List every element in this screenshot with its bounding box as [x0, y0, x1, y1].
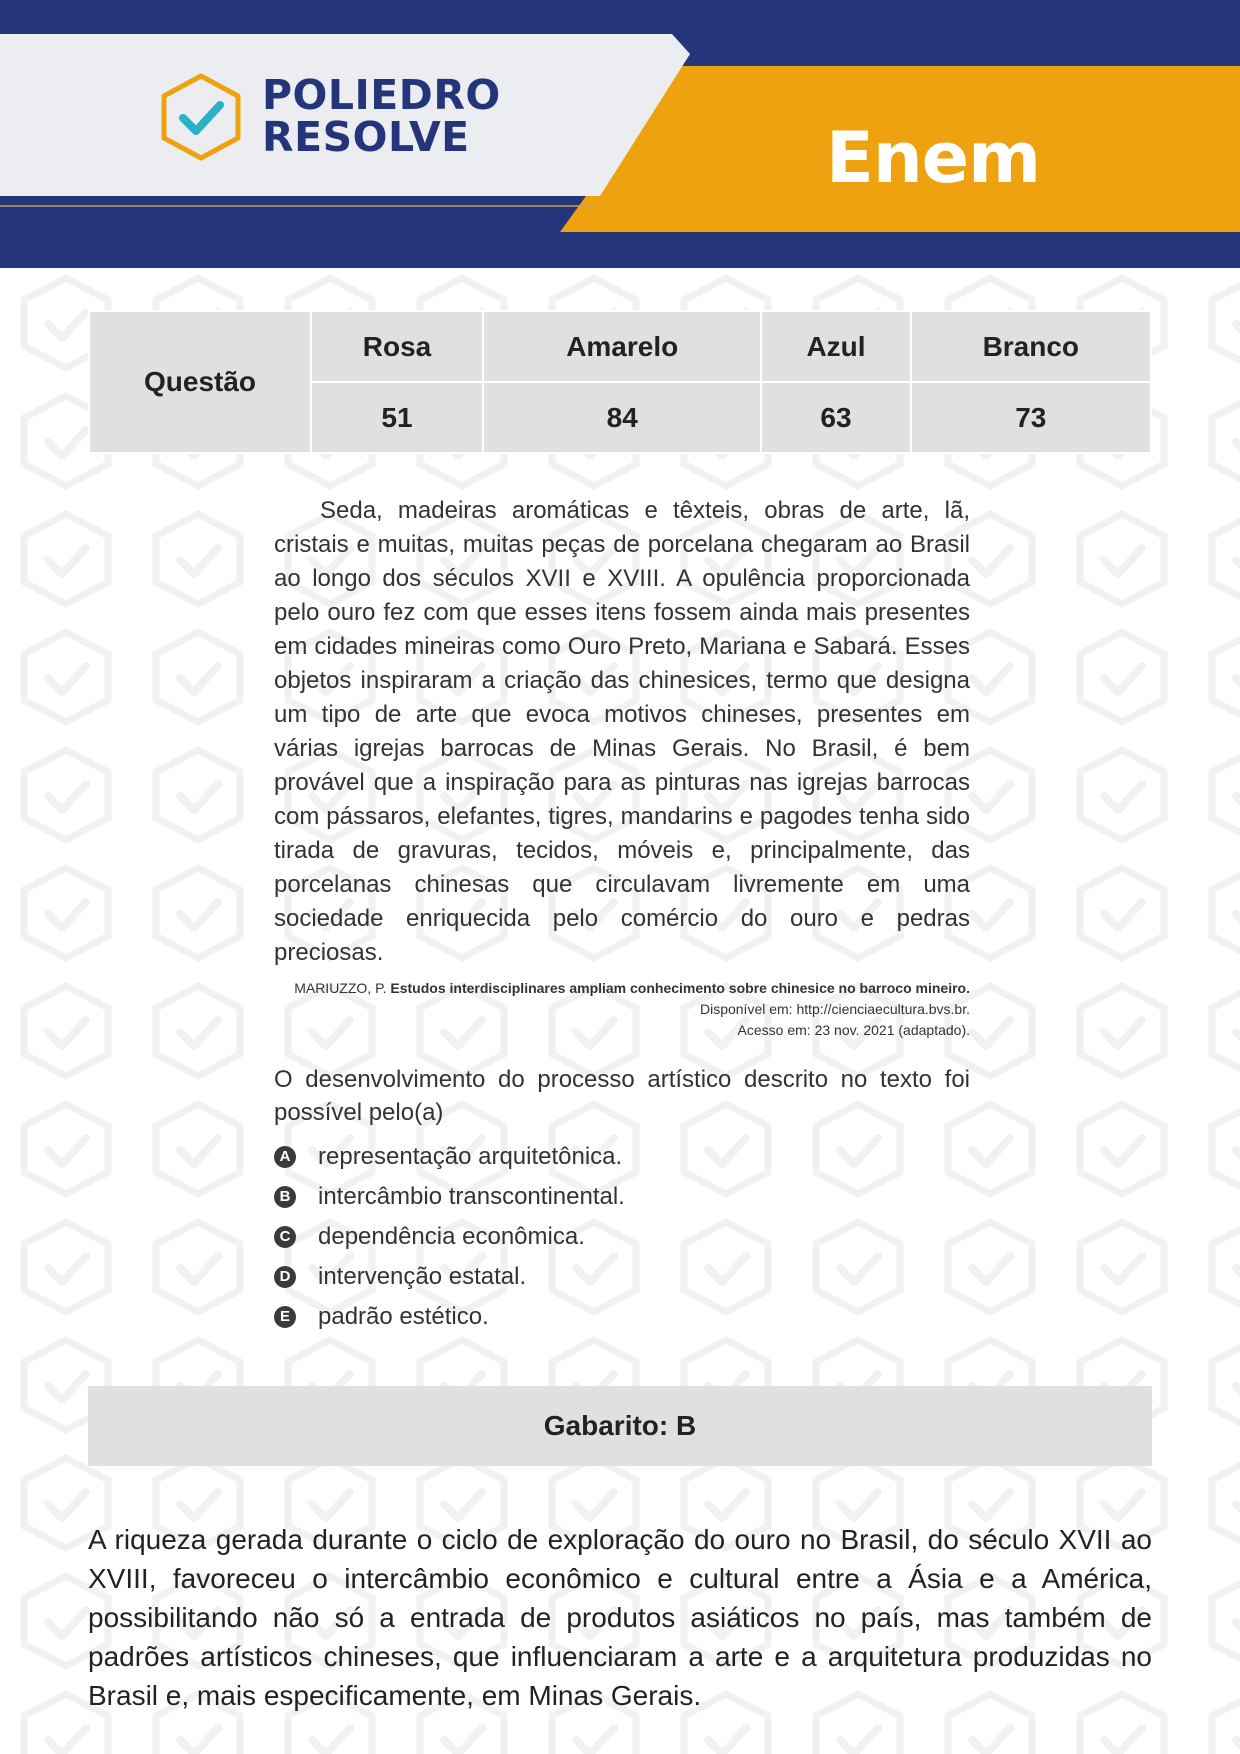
check-hexagon-icon	[158, 72, 244, 162]
brand-line-2: RESOLVE	[262, 113, 470, 161]
source-access: Acesso em: 23 nov. 2021 (adaptado).	[737, 1022, 970, 1038]
alternatives-list	[274, 1137, 970, 1337]
alternative-b-text: intercâmbio transcontinental.	[318, 1183, 625, 1210]
question-text: Seda, madeiras aromáticas e têxteis, obras de arte, lã, cristais e muitas, muitas peças de porcelana chegaram ao Brasil ao longo dos séculos XVII e XVIII. A opulência proporcionada pelo ouro fez com que esses itens fossem ainda mais presentes em cidades mineiras como Ouro Preto, Mariana e Sabará. Esses objetos inspiraram a criação das chinesices, termo que designa um tipo de arte que evoca motivos chineses, presentes em várias igrejas barrocas de Minas Gerais. No Brasil, é bem provável que a inspiração para as pinturas nas igrejas barrocas com pássaros, elefantes, tigres, mandarins e pagodes tenha sido tirada de gravuras, tecidos, móveis e, principalmente, das porcelanas chinesas que circulavam livremente em uma sociedade enriquecida pelo comércio do ouro e pedras preciosas.	[274, 497, 970, 966]
alternative-a	[274, 1137, 970, 1177]
alternative-c-marker: C	[274, 1226, 296, 1248]
source-author: MARIUZZO, P.	[294, 980, 387, 996]
column-rosa-header: Rosa	[311, 311, 483, 382]
column-branco-number: 73	[911, 382, 1151, 453]
alternative-e	[274, 1297, 970, 1337]
question-label: Questão	[89, 311, 311, 453]
alternative-d-text: intervenção estatal.	[318, 1263, 527, 1290]
column-azul-header: Azul	[761, 311, 910, 382]
source-title: Estudos interdisciplinares ampliam conhecimento sobre chinesice no barroco mineiro.	[390, 980, 970, 996]
alternative-d	[274, 1257, 970, 1297]
alternative-c	[274, 1217, 970, 1257]
alternative-c-text: dependência econômica.	[318, 1223, 585, 1250]
source-available: Disponível em: http://cienciaecultura.bvs.br.	[699, 1001, 970, 1017]
alternative-a-marker: A	[274, 1146, 296, 1168]
alternative-b-marker: B	[274, 1186, 296, 1208]
question-number-table	[88, 310, 1152, 454]
alternative-d-marker: D	[274, 1266, 296, 1288]
column-branco-header: Branco	[911, 311, 1151, 382]
column-amarelo-header: Amarelo	[483, 311, 761, 382]
alternative-b	[274, 1177, 970, 1217]
answer-key: Gabarito: B	[88, 1386, 1152, 1466]
column-rosa-number: 51	[311, 382, 483, 453]
column-azul-number: 63	[761, 382, 910, 453]
answer-explanation: A riqueza gerada durante o ciclo de exploração do ouro no Brasil, do século XVII ao XVIII, favoreceu o intercâmbio econômico e cultural entre a Ásia e a América, possibilitando não só a entrada de produtos asiáticos no país, mas também de padrões artísticos chineses, que influenciaram a arte e a arquitetura produzidas no Brasil e, mais especificamente, em Minas Gerais.	[88, 1524, 1152, 1711]
brand-logotype	[262, 71, 501, 161]
alternative-e-marker: E	[274, 1306, 296, 1328]
column-amarelo-number: 84	[483, 382, 761, 453]
question-stem: O desenvolvimento do processo artístico descrito no texto foi possível pelo(a)	[274, 1066, 970, 1126]
exam-title: Enem	[826, 117, 1041, 199]
question-source	[274, 978, 970, 1041]
alternative-a-text: representação arquitetônica.	[318, 1143, 623, 1170]
brand-line-1: POLIEDRO	[262, 71, 501, 119]
question-block	[274, 494, 970, 1337]
alternative-e-text: padrão estético.	[318, 1303, 489, 1330]
